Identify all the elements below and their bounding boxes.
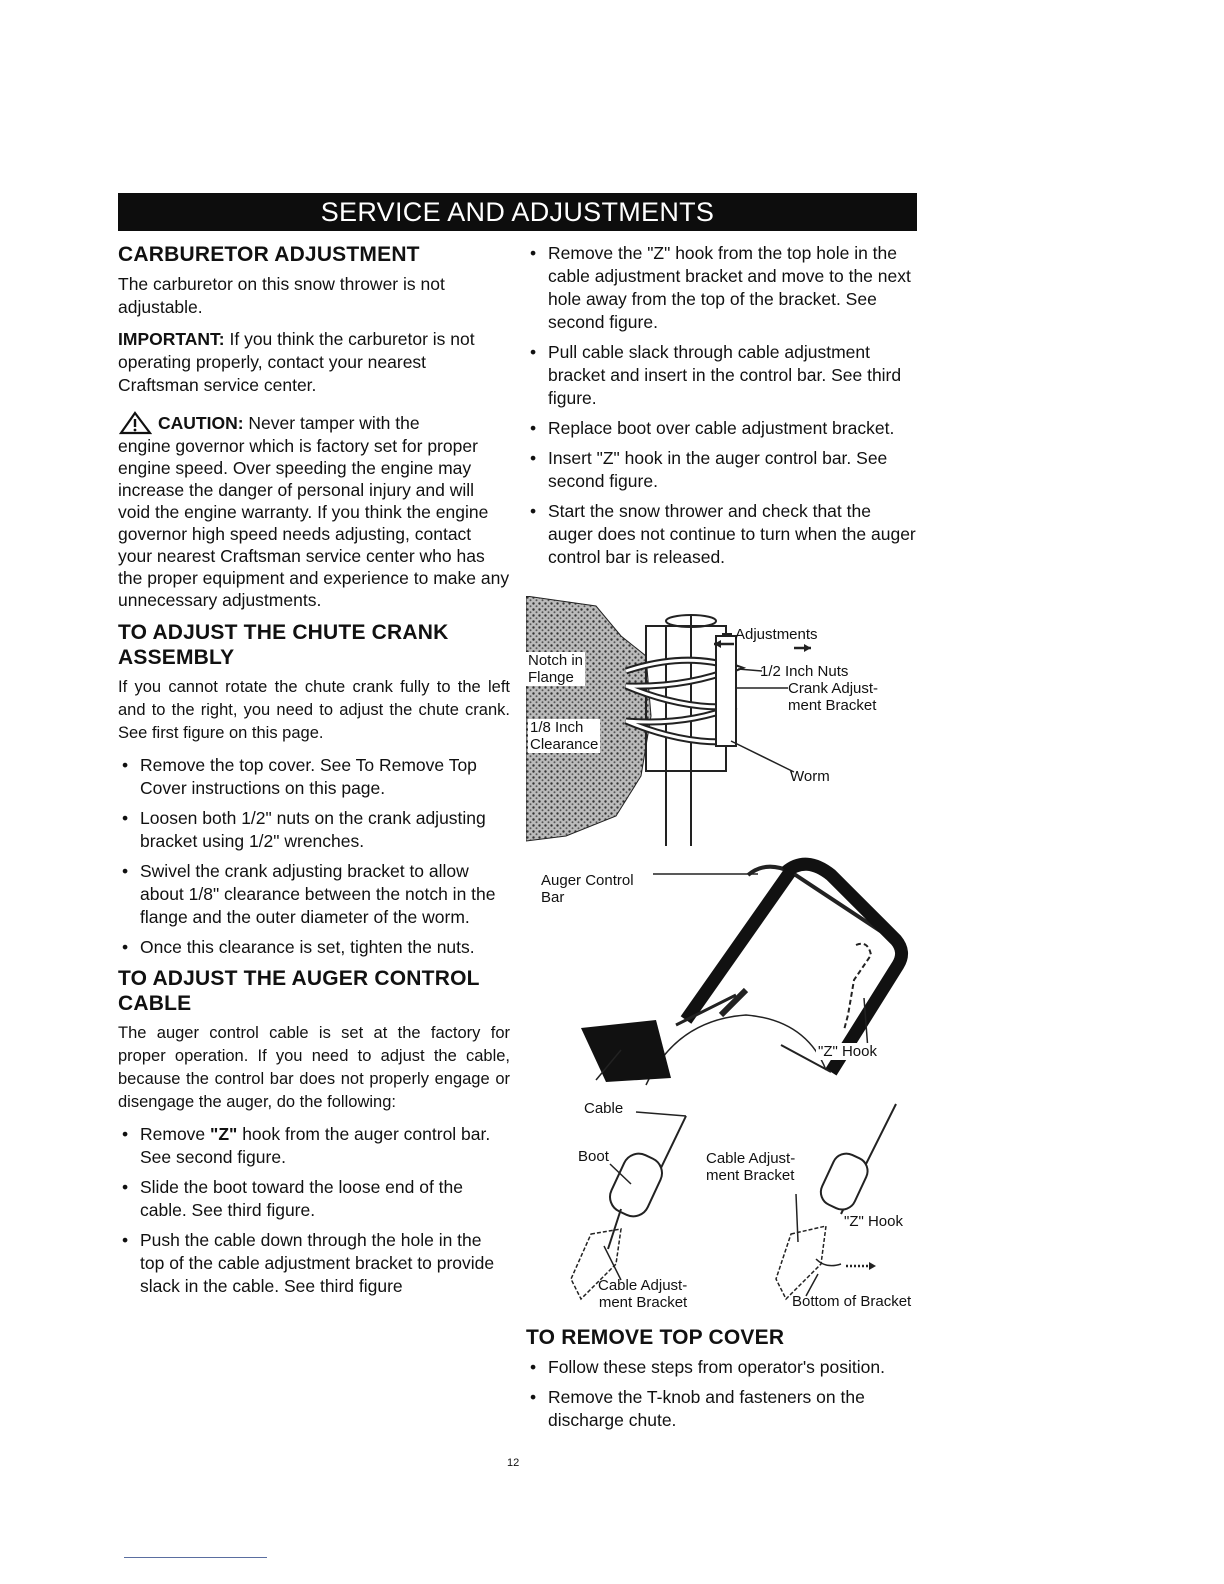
auger-step: • Pull cable slack through cable adjustment bracket and insert in the control bar. See third figure.: [526, 341, 918, 410]
caution-first: Never tamper with the: [248, 413, 420, 433]
caution-note: [118, 411, 510, 611]
auger-step: • Insert "Z" hook in the auger control bar. See second figure.: [526, 447, 918, 493]
auger-step: • Push the cable down through the hole in the top of the cable adjustment bracket to provide slack in the cable. See third figure: [118, 1229, 510, 1298]
chute-heading-line1: TO ADJUST THE CHUTE CRANK: [118, 621, 449, 644]
chute-heading: [118, 620, 510, 670]
label-notch-line1: Notch in: [528, 652, 584, 669]
auger-heading-line1: TO ADJUST THE AUGER CONTROL: [118, 967, 480, 990]
label-bottom-of-bracket: Bottom of Bracket: [792, 1293, 912, 1310]
important-note: [118, 328, 510, 397]
label-bracket-bottom: [598, 1277, 687, 1311]
chute-step: • Once this clearance is set, tighten the nuts.: [118, 936, 510, 959]
caution-label: CAUTION:: [158, 413, 244, 433]
auger-step1-bold: "Z": [210, 1124, 238, 1144]
label-crank-line1: Crank Adjust-: [788, 680, 879, 697]
top-cover-step: • Follow these steps from operator's position.: [526, 1356, 918, 1379]
label-bracket-top: [706, 1150, 795, 1184]
important-label: IMPORTANT:: [118, 329, 225, 349]
important-text: If you think the carburetor is not operating properly, contact your nearest Craftsman service center.: [118, 329, 475, 395]
label-clearance-line2: Clearance: [530, 736, 599, 753]
label-cable: Cable: [584, 1100, 624, 1117]
chute-heading-line2: ASSEMBLY: [118, 646, 235, 669]
auger-step: • Start the snow thrower and check that the auger does not continue to turn when the auger control bar is released.: [526, 500, 918, 569]
footer-rule: [124, 1557, 267, 1558]
label-zhook-bottom: "Z" Hook: [844, 1213, 903, 1230]
label-bracket-top-line1: Cable Adjust-: [706, 1150, 796, 1167]
auger-heading: [118, 966, 510, 1016]
left-column: [118, 242, 510, 1305]
label-notch: [526, 652, 585, 686]
auger-step: [118, 1123, 510, 1169]
section-header: SERVICE AND ADJUSTMENTS: [118, 193, 917, 231]
auger-step1-post: hook from the auger control bar. See second figure.: [140, 1124, 491, 1167]
auger-step: • Replace boot over cable adjustment bracket.: [526, 417, 918, 440]
label-zhook-top: "Z" Hook: [818, 1043, 877, 1060]
chute-step: • Remove the top cover. See To Remove Top Cover instructions on this page.: [118, 754, 510, 800]
auger-step1-pre: Remove: [140, 1124, 211, 1144]
top-cover-steps: [526, 1356, 918, 1432]
carburetor-intro: The carburetor on this snow thrower is not adjustable.: [118, 274, 445, 317]
label-bracket-bottom-line2: ment Bracket: [598, 1294, 688, 1311]
label-notch-line2: Flange: [528, 669, 574, 686]
label-auger-bar: [541, 872, 634, 906]
top-cover-heading: TO REMOVE TOP COVER: [526, 1326, 785, 1349]
auger-steps-right: [526, 242, 918, 569]
caution-text: engine governor which is factory set for proper engine speed. Over speeding the engine may increase the danger of personal injury and will void the engine warranty. If you think the engine governor high speed needs adjusting, contact your nearest Craftsman service center who has the proper equipment and experience to make any unnecessary adjustments.: [118, 436, 510, 610]
auger-intro: The auger control cable is set at the factory for proper operation. If you need to adjust the cable, because the control bar does not properly engage or disengage the auger, do the following:: [118, 1024, 510, 1111]
chute-step: • Loosen both 1/2" nuts on the crank adjusting bracket using 1/2" wrenches.: [118, 807, 510, 853]
right-column: [526, 242, 918, 576]
label-auger-line1: Auger Control: [541, 872, 634, 889]
auger-step: • Remove the "Z" hook from the top hole in the cable adjustment bracket and move to the next hole away from the top of the bracket. See second figure.: [526, 242, 918, 334]
label-crank-bracket: [788, 680, 878, 714]
top-cover-section: [526, 1325, 918, 1439]
label-auger-line2: Bar: [541, 889, 565, 906]
label-crank-line2: ment Bracket: [788, 697, 877, 714]
auger-steps-left: [118, 1123, 510, 1298]
figure-cable-boot: [526, 1094, 918, 1316]
chute-intro: If you cannot rotate the chute crank fully to the left and to the right, you need to adjust the chute crank. See first figure on this page.: [118, 678, 510, 742]
figure-auger-control-bar: [526, 850, 918, 1088]
top-cover-step: • Remove the T-knob and fasteners on the discharge chute.: [526, 1386, 918, 1432]
auger-step: • Slide the boot toward the loose end of the cable. See third figure.: [118, 1176, 510, 1222]
label-worm: Worm: [790, 768, 830, 785]
label-nuts: 1/2 Inch Nuts: [760, 663, 849, 680]
chute-step: • Swivel the crank adjusting bracket to allow about 1/8" clearance between the notch in the flange and the outer diameter of the worm.: [118, 860, 510, 929]
figure-chute-crank: [526, 596, 918, 846]
auger-heading-line2: CABLE: [118, 992, 192, 1015]
warning-triangle-icon: [118, 411, 152, 435]
label-bracket-bottom-line1: Cable Adjust-: [598, 1277, 688, 1294]
label-clearance: [528, 719, 600, 753]
caution-line: [118, 411, 510, 435]
page-number: 12: [507, 1457, 520, 1469]
label-clearance-line1: 1/8 Inch: [530, 719, 584, 736]
cable-boot-drawing: [526, 1094, 918, 1316]
carburetor-heading: CARBURETOR ADJUSTMENT: [118, 243, 420, 266]
label-bracket-top-line2: ment Bracket: [706, 1167, 795, 1184]
label-boot: Boot: [578, 1148, 609, 1165]
chute-steps: [118, 754, 510, 959]
label-adjustments: Adjustments: [735, 626, 818, 643]
